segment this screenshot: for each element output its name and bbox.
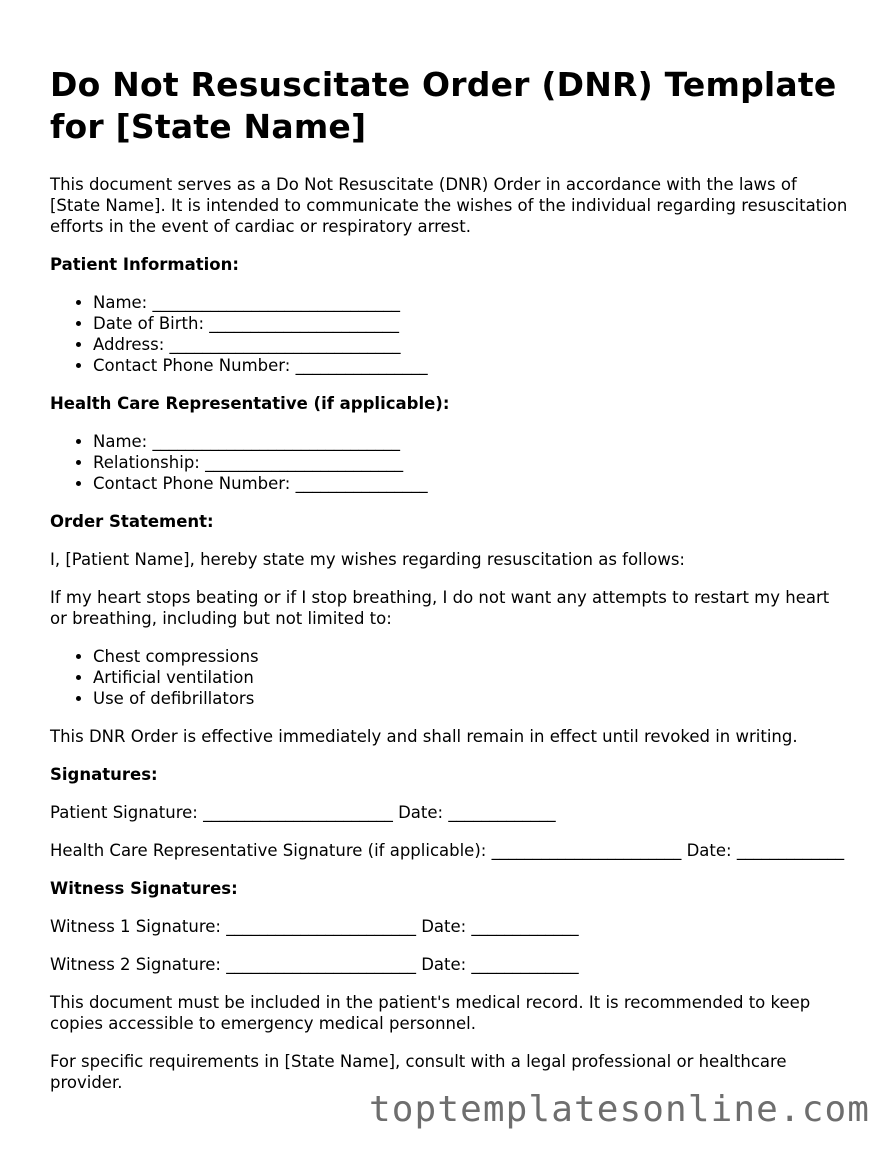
representative-name-field: • Name: ______________________________	[93, 431, 850, 452]
witness-heading: Witness Signatures:	[50, 879, 238, 898]
patient-address-field: • Address: ____________________________	[93, 334, 850, 355]
signatures-heading: Signatures:	[50, 765, 158, 784]
patient-info-list	[50, 292, 850, 376]
order-wish: If my heart stops beating or if I stop breathing, I do not want any attempts to restart my heart or breathing, including but not limited to:	[50, 588, 830, 628]
representative-signature-line: Health Care Representative Signature (if applicable): _______________________ Date: _____________	[50, 841, 845, 860]
patient-phone-field: • Contact Phone Number: ________________	[93, 355, 850, 376]
list-item: • Chest compressions	[93, 646, 850, 667]
representative-heading: Health Care Representative (if applicable):	[50, 394, 450, 413]
list-item: • Artificial ventilation	[93, 667, 850, 688]
footer-note: This document must be included in the patient's medical record. It is recommended to keep copies accessible to emergency medical personnel.	[50, 993, 811, 1033]
patient-name-field: • Name: ______________________________	[93, 292, 850, 313]
state-note: For specific requirements in [State Name], consult with a legal professional or healthcare provider.	[50, 1052, 787, 1092]
witness2-signature-line: Witness 2 Signature: _______________________ Date: _____________	[50, 955, 579, 974]
patient-signature-line: Patient Signature: _______________________ Date: _____________	[50, 803, 556, 822]
order-statement: I, [Patient Name], hereby state my wishes regarding resuscitation as follows:	[50, 550, 685, 569]
order-effective: This DNR Order is effective immediately and shall remain in effect until revoked in writing.	[50, 727, 798, 746]
representative-relationship-field: • Relationship: ________________________	[93, 452, 850, 473]
order-items-list	[50, 646, 850, 709]
order-statement-heading: Order Statement:	[50, 512, 214, 531]
representative-phone-field: • Contact Phone Number: ________________	[93, 473, 850, 494]
representative-list	[50, 431, 850, 494]
watermark: toptemplatesonline.com	[369, 1089, 871, 1130]
patient-info-heading: Patient Information:	[50, 255, 239, 274]
list-item: • Use of defibrillators	[93, 688, 850, 709]
document-page	[50, 64, 850, 1110]
document-title: Do Not Resuscitate Order (DNR) Template for [State Name]	[50, 65, 837, 146]
patient-dob-field: • Date of Birth: _______________________	[93, 313, 850, 334]
witness1-signature-line: Witness 1 Signature: _______________________ Date: _____________	[50, 917, 579, 936]
intro-paragraph: This document serves as a Do Not Resuscitate (DNR) Order in accordance with the laws of [State Name]. It is intended to communicate the wishes of the individual regarding resuscitation efforts in the event of cardiac or respiratory arrest.	[50, 175, 848, 236]
